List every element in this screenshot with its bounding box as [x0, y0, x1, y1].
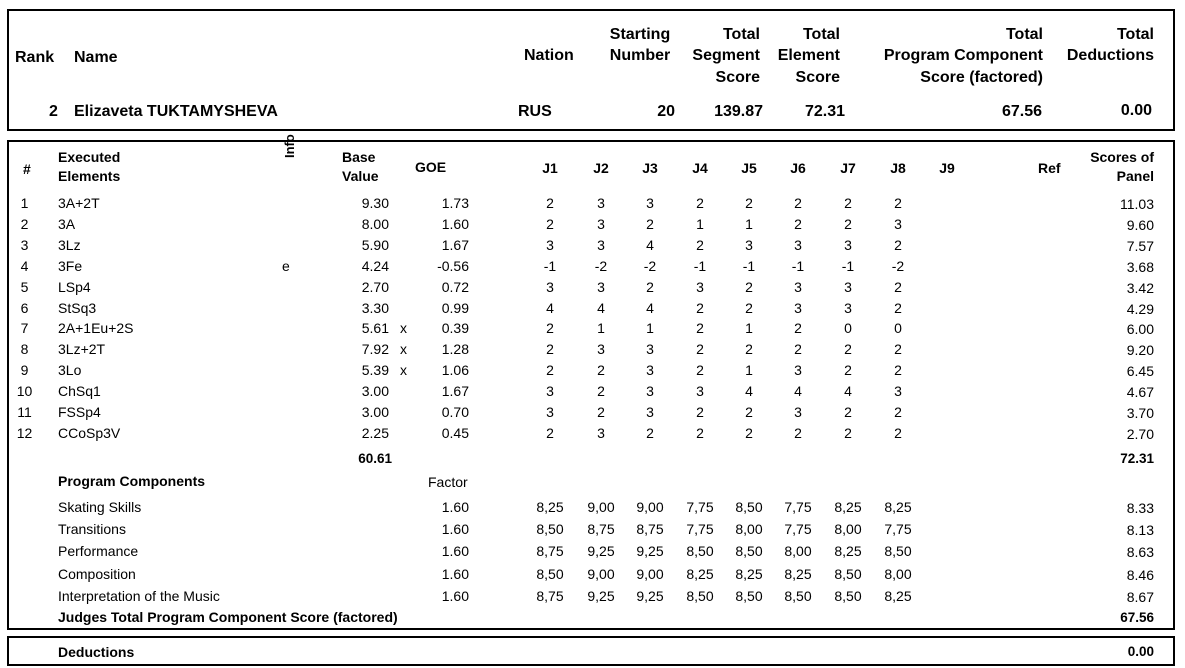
element-judge-8: 0 [894, 320, 902, 336]
element-judge-4: -1 [693, 258, 707, 274]
component-factor: 1.60 [441, 499, 469, 515]
judge-header-4: J4 [692, 160, 708, 176]
deductions-label: Deductions [58, 644, 135, 660]
element-name: 2A+1Eu+2S [58, 320, 134, 336]
element-name: 3Lz [58, 237, 81, 253]
element-judge-5: 2 [745, 195, 753, 211]
element-goe: 1.06 [441, 362, 469, 378]
element-bonus-x: x [400, 341, 407, 357]
num-col-header: # [23, 161, 31, 177]
component-judge-7: 8,50 [834, 588, 862, 604]
component-name: Transitions [58, 521, 126, 537]
element-judge-7: 3 [844, 279, 852, 295]
element-judge-8: 3 [894, 216, 902, 232]
element-judge-5: 1 [745, 216, 753, 232]
element-judge-3: 2 [646, 279, 654, 295]
component-judge-2: 8,75 [587, 521, 615, 537]
component-judge-1: 8,50 [536, 566, 564, 582]
program-components-title: Program Components [58, 473, 206, 489]
deductions-box [7, 636, 1175, 666]
element-panel-score: 4.29 [1126, 301, 1154, 317]
component-judge-3: 9,25 [636, 543, 664, 559]
pcs-header-2: Program Component [883, 47, 1043, 64]
element-judge-6: 3 [794, 300, 802, 316]
element-judge-2: 2 [597, 362, 605, 378]
element-panel-score: 6.00 [1126, 321, 1154, 337]
tss-header-1: Total [722, 26, 760, 43]
element-judge-4: 2 [696, 195, 704, 211]
element-goe: 1.67 [441, 383, 469, 399]
element-judge-7: 2 [844, 216, 852, 232]
tes-header-2: Element [777, 47, 840, 64]
element-judge-2: 3 [597, 195, 605, 211]
pcs-total-label: Judges Total Program Component Score (factored) [58, 609, 398, 625]
ref-header: Ref [1038, 160, 1061, 176]
element-name: 3A+2T [58, 195, 100, 211]
element-base-value: 5.39 [361, 362, 389, 378]
element-judge-4: 2 [696, 362, 704, 378]
element-num: 9 [20, 362, 29, 378]
element-base-value: 5.90 [361, 237, 389, 253]
info-header: Info [282, 134, 297, 158]
element-panel-score: 3.70 [1126, 405, 1154, 421]
element-judge-4: 2 [696, 341, 704, 357]
element-judge-2: 3 [597, 237, 605, 253]
element-judge-3: 3 [646, 383, 654, 399]
element-judge-2: -2 [594, 258, 608, 274]
element-judge-2: 1 [597, 320, 605, 336]
component-judge-1: 8,75 [536, 588, 564, 604]
element-judge-1: 2 [546, 425, 554, 441]
component-judge-7: 8,25 [834, 499, 862, 515]
element-judge-1: -1 [543, 258, 557, 274]
element-judge-6: 3 [794, 279, 802, 295]
element-judge-6: 3 [794, 362, 802, 378]
pcs-header-3: Score (factored) [920, 69, 1043, 86]
ded-header-2: Deductions [1066, 47, 1154, 64]
component-judge-5: 8,25 [735, 566, 763, 582]
skater-deductions: 0.00 [1120, 102, 1152, 119]
starting-number-header-1: Starting [609, 26, 671, 43]
judge-header-6: J6 [790, 160, 806, 176]
element-judge-1: 4 [546, 300, 554, 316]
element-judge-1: 3 [546, 279, 554, 295]
element-judge-1: 2 [546, 362, 554, 378]
component-judge-8: 8,00 [884, 566, 912, 582]
skater-tes: 72.31 [804, 103, 845, 120]
element-name: LSp4 [58, 279, 91, 295]
factor-header: Factor [428, 474, 468, 490]
element-judge-5: 1 [745, 362, 753, 378]
component-judge-4: 8,25 [686, 566, 714, 582]
element-num: 12 [16, 425, 33, 441]
element-base-value: 4.24 [361, 258, 389, 274]
component-judge-1: 8,75 [536, 543, 564, 559]
element-num: 8 [20, 341, 29, 357]
component-judge-8: 8,25 [884, 499, 912, 515]
element-judge-3: 4 [646, 237, 654, 253]
element-goe: -0.56 [437, 258, 469, 274]
element-bonus-x: x [400, 320, 407, 336]
element-name: ChSq1 [58, 383, 101, 399]
component-panel-score: 8.67 [1126, 589, 1154, 605]
element-num: 11 [17, 404, 32, 420]
judge-header-2: J2 [593, 160, 609, 176]
deductions-value: 0.00 [1127, 644, 1154, 659]
element-name: StSq3 [58, 300, 97, 316]
element-judge-5: 2 [745, 341, 753, 357]
element-judge-7: -1 [841, 258, 855, 274]
element-judge-3: 3 [646, 404, 654, 420]
element-name: 3Lz+2T [58, 341, 106, 357]
name-header: Name [74, 49, 118, 66]
judge-header-9: J9 [939, 160, 955, 176]
element-judge-6: 2 [794, 216, 802, 232]
element-panel-score: 3.42 [1126, 280, 1154, 296]
component-judge-5: 8,50 [735, 543, 763, 559]
pcs-total-value: 67.56 [1120, 610, 1154, 625]
component-judge-5: 8,50 [735, 499, 763, 515]
element-judge-8: -2 [891, 258, 905, 274]
tes-header-3: Score [795, 69, 840, 86]
element-judge-7: 3 [844, 237, 852, 253]
element-goe: 1.28 [441, 341, 469, 357]
component-judge-4: 8,50 [686, 588, 714, 604]
element-base-value: 3.00 [361, 383, 389, 399]
component-judge-3: 9,00 [636, 499, 664, 515]
element-judge-8: 2 [894, 195, 902, 211]
element-judge-7: 3 [844, 300, 852, 316]
element-judge-1: 3 [546, 404, 554, 420]
element-judge-7: 0 [844, 320, 852, 336]
starting-number-header-2: Number [609, 47, 671, 64]
component-name: Skating Skills [58, 499, 142, 515]
component-factor: 1.60 [441, 566, 469, 582]
element-judge-3: 3 [646, 341, 654, 357]
element-judge-7: 2 [844, 404, 852, 420]
element-name: 3Fe [58, 258, 83, 274]
element-num: 6 [20, 300, 29, 316]
element-base-value: 3.30 [361, 300, 389, 316]
element-judge-6: 3 [794, 237, 802, 253]
component-judge-4: 7,75 [686, 499, 714, 515]
element-judge-4: 2 [696, 300, 704, 316]
element-judge-1: 2 [546, 320, 554, 336]
component-judge-3: 8,75 [636, 521, 664, 537]
element-judge-8: 2 [894, 300, 902, 316]
executed-header-2: Elements [58, 168, 121, 184]
component-judge-7: 8,25 [834, 543, 862, 559]
element-num: 1 [20, 195, 29, 211]
element-name: 3A [58, 216, 76, 232]
element-goe: 1.67 [441, 237, 469, 253]
element-judge-8: 2 [894, 362, 902, 378]
component-judge-3: 9,00 [636, 566, 664, 582]
tss-header-2: Segment [692, 47, 760, 64]
skater-name: Elizaveta TUKTAMYSHEVA [74, 103, 278, 120]
element-base-value: 3.00 [361, 404, 389, 420]
element-base-value: 8.00 [361, 216, 389, 232]
component-factor: 1.60 [441, 543, 469, 559]
element-judge-5: 3 [745, 237, 753, 253]
element-base-value: 5.61 [361, 320, 389, 336]
element-goe: 1.73 [441, 195, 469, 211]
element-judge-3: 3 [646, 195, 654, 211]
element-panel-score: 7.57 [1126, 238, 1154, 254]
component-judge-2: 9,00 [587, 566, 615, 582]
judge-header-8: J8 [890, 160, 906, 176]
skater-rank: 2 [49, 103, 58, 120]
element-judge-4: 3 [696, 279, 704, 295]
component-judge-7: 8,50 [834, 566, 862, 582]
component-judge-7: 8,00 [834, 521, 862, 537]
element-judge-8: 2 [894, 425, 902, 441]
element-judge-8: 2 [894, 404, 902, 420]
element-info: e [282, 258, 290, 274]
component-judge-2: 9,25 [587, 588, 615, 604]
element-goe: 0.72 [441, 279, 469, 295]
element-judge-6: 3 [794, 404, 802, 420]
judge-header-3: J3 [642, 160, 658, 176]
element-judge-7: 2 [844, 425, 852, 441]
element-judge-4: 1 [696, 216, 704, 232]
element-name: CCoSp3V [58, 425, 121, 441]
element-judge-4: 2 [696, 237, 704, 253]
component-judge-1: 8,50 [536, 521, 564, 537]
component-panel-score: 8.46 [1126, 567, 1154, 583]
element-judge-7: 2 [844, 341, 852, 357]
element-judge-4: 2 [696, 425, 704, 441]
element-judge-6: 2 [794, 320, 802, 336]
element-judge-4: 2 [696, 320, 704, 336]
element-goe: 0.45 [441, 425, 469, 441]
element-judge-1: 2 [546, 216, 554, 232]
skater-tss: 139.87 [714, 103, 763, 120]
element-judge-5: 1 [745, 320, 753, 336]
element-judge-5: 4 [745, 383, 753, 399]
component-judge-4: 7,75 [686, 521, 714, 537]
element-panel-score: 11.03 [1120, 196, 1154, 212]
component-name: Performance [58, 543, 139, 559]
executed-header-1: Executed [58, 149, 121, 165]
goe-header: GOE [415, 159, 447, 175]
element-judge-5: 2 [745, 279, 753, 295]
element-goe: 1.60 [441, 216, 469, 232]
component-panel-score: 8.13 [1126, 522, 1154, 538]
component-judge-8: 8,50 [884, 543, 912, 559]
element-num: 3 [20, 237, 29, 253]
panel-header-1: Scores of [1090, 149, 1154, 165]
component-judge-2: 9,00 [587, 499, 615, 515]
element-judge-2: 3 [597, 216, 605, 232]
element-panel-score: 9.60 [1126, 217, 1154, 233]
element-num: 10 [16, 383, 33, 399]
component-judge-5: 8,50 [735, 588, 763, 604]
element-judge-6: 2 [794, 341, 802, 357]
judge-header-7: J7 [840, 160, 856, 176]
component-factor: 1.60 [441, 521, 469, 537]
skater-pcs: 67.56 [1001, 103, 1042, 120]
element-judge-2: 3 [597, 425, 605, 441]
element-judge-2: 4 [597, 300, 605, 316]
element-base-value: 2.70 [361, 279, 389, 295]
component-name: Composition [58, 566, 136, 582]
element-num: 7 [20, 320, 29, 336]
skater-starting-number: 20 [657, 103, 675, 120]
element-judge-8: 2 [894, 237, 902, 253]
element-judge-4: 2 [696, 404, 704, 420]
element-judge-3: 4 [646, 300, 654, 316]
component-judge-6: 8,00 [784, 543, 812, 559]
element-judge-5: 2 [745, 404, 753, 420]
element-judge-3: 3 [646, 362, 654, 378]
element-judge-2: 3 [597, 279, 605, 295]
element-judge-8: 2 [894, 341, 902, 357]
element-num: 5 [20, 279, 29, 295]
element-base-value: 9.30 [361, 195, 389, 211]
elements-score-total: 72.31 [1120, 451, 1154, 466]
element-panel-score: 9.20 [1126, 342, 1154, 358]
element-base-value: 7.92 [361, 341, 389, 357]
element-judge-6: 2 [794, 425, 802, 441]
component-name: Interpretation of the Music [58, 588, 220, 604]
component-judge-5: 8,00 [735, 521, 763, 537]
element-judge-8: 3 [894, 383, 902, 399]
base-header-2: Value [342, 168, 379, 184]
element-name: 3Lo [58, 362, 82, 378]
element-panel-score: 2.70 [1126, 426, 1154, 442]
element-judge-3: 2 [646, 216, 654, 232]
component-judge-6: 8,50 [784, 588, 812, 604]
component-judge-2: 9,25 [587, 543, 615, 559]
component-panel-score: 8.63 [1126, 544, 1154, 560]
component-judge-8: 8,25 [884, 588, 912, 604]
element-judge-6: -1 [791, 258, 805, 274]
element-panel-score: 4.67 [1126, 384, 1154, 400]
element-base-value: 2.25 [361, 425, 389, 441]
element-judge-7: 2 [844, 362, 852, 378]
component-judge-6: 7,75 [784, 499, 812, 515]
elements-base-total: 60.61 [358, 451, 392, 466]
element-name: FSSp4 [58, 404, 101, 420]
element-judge-6: 2 [794, 195, 802, 211]
element-judge-2: 3 [597, 341, 605, 357]
rank-header: Rank [15, 49, 55, 66]
ded-header-1: Total [1116, 26, 1154, 43]
component-panel-score: 8.33 [1126, 500, 1154, 516]
element-judge-4: 3 [696, 383, 704, 399]
element-judge-6: 4 [794, 383, 802, 399]
element-judge-7: 4 [844, 383, 852, 399]
tes-header-1: Total [802, 26, 840, 43]
element-judge-5: 2 [745, 425, 753, 441]
element-judge-7: 2 [844, 195, 852, 211]
component-judge-3: 9,25 [636, 588, 664, 604]
judge-header-5: J5 [741, 160, 757, 176]
element-judge-2: 2 [597, 404, 605, 420]
element-num: 2 [20, 216, 29, 232]
component-judge-6: 7,75 [784, 521, 812, 537]
element-goe: 0.39 [441, 320, 469, 336]
tss-header-3: Score [715, 69, 760, 86]
element-panel-score: 6.45 [1126, 363, 1154, 379]
element-goe: 0.70 [441, 404, 469, 420]
element-judge-2: 2 [597, 383, 605, 399]
element-judge-3: 2 [646, 425, 654, 441]
component-judge-8: 7,75 [884, 521, 912, 537]
element-num: 4 [20, 258, 29, 274]
component-factor: 1.60 [441, 588, 469, 604]
panel-header-2: Panel [1116, 168, 1154, 184]
element-judge-3: -2 [643, 258, 657, 274]
component-judge-4: 8,50 [686, 543, 714, 559]
component-judge-6: 8,25 [784, 566, 812, 582]
element-judge-1: 2 [546, 341, 554, 357]
nation-header: Nation [524, 47, 574, 64]
element-goe: 0.99 [441, 300, 469, 316]
component-judge-1: 8,25 [536, 499, 564, 515]
skater-nation: RUS [518, 103, 552, 120]
element-judge-1: 3 [546, 237, 554, 253]
element-panel-score: 3.68 [1126, 259, 1154, 275]
element-judge-3: 1 [646, 320, 654, 336]
element-judge-1: 2 [546, 195, 554, 211]
base-header-1: Base [342, 149, 376, 165]
element-bonus-x: x [400, 362, 407, 378]
element-judge-8: 2 [894, 279, 902, 295]
judge-header-1: J1 [542, 160, 558, 176]
element-judge-5: 2 [745, 300, 753, 316]
element-judge-5: -1 [742, 258, 756, 274]
element-judge-1: 3 [546, 383, 554, 399]
pcs-header-1: Total [1005, 26, 1043, 43]
